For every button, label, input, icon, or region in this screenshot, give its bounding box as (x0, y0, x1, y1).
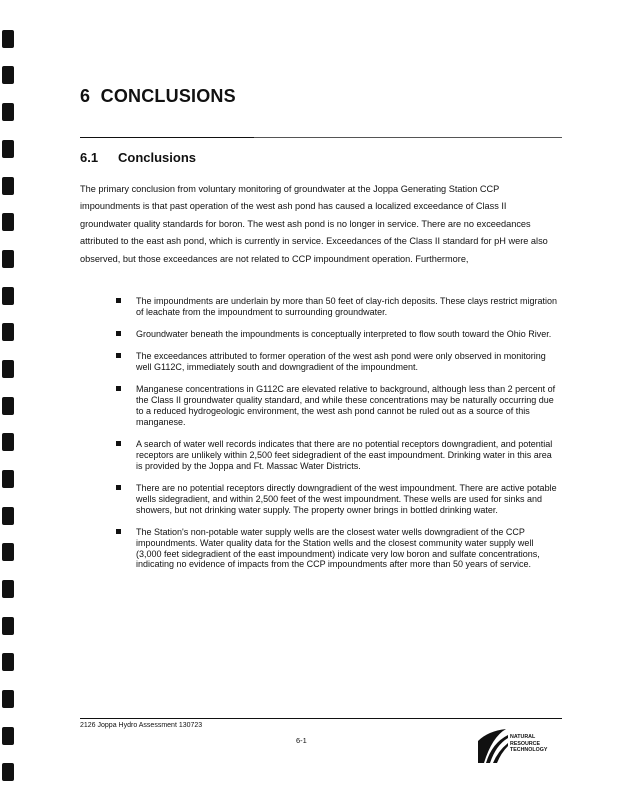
binder-hole (2, 617, 14, 635)
list-item (116, 329, 560, 340)
binder-hole (2, 177, 14, 195)
list-item (116, 296, 560, 318)
footer-rule (80, 718, 562, 719)
binder-hole (2, 580, 14, 598)
binder-hole (2, 397, 14, 415)
logo-line: NATURAL (510, 734, 536, 740)
binder-hole (2, 287, 14, 305)
binder-hole (2, 66, 14, 84)
binder-hole (2, 30, 14, 48)
footer-doc-id: 2126 Joppa Hydro Assessment 130723 (80, 722, 203, 729)
chapter-number: 6 (80, 86, 91, 106)
logo-line: RESOURCE (510, 740, 541, 747)
list-item-text: The exceedances attributed to former operation of the west ash pond were only observed in monitoring well G112C, immediately south and downgradient of the impoundment. (136, 351, 546, 373)
logo-line: TECHNOLOGY (510, 747, 548, 754)
binder-hole (2, 690, 14, 708)
chapter-title (80, 86, 236, 107)
binder-hole (2, 103, 14, 121)
binder-hole (2, 323, 14, 341)
company-logo (478, 725, 568, 765)
list-item-text: A search of water well records indicates that there are no potential receptors downgradient, and potential receptors are unlikely within 2,500 feet sidegradient of the east impoundment. Drinking water in this area is provided by the Joppa and Ft. Massac Water Districts. (136, 439, 553, 471)
bullet-square-icon (116, 386, 121, 391)
list-item-text: The Station's non-potable water supply wells are the closest water wells downgradient of the CCP impoundments. Water quality data for the Station wells and the closest community water supply well (3,000 feet sidegradient of the east impoundment) indicate very low boron and sulfate concentrations, indicating no evidence of impacts from the CCP impoundments after more than 50 years of service. (136, 526, 540, 570)
chapter-title-text: CONCLUSIONS (100, 86, 236, 106)
bullet-square-icon (116, 529, 121, 534)
binder-hole (2, 653, 14, 671)
list-item (116, 527, 560, 570)
binder-hole (2, 360, 14, 378)
list-item (116, 351, 560, 373)
bullet-square-icon (116, 353, 121, 358)
section-number: 6.1 (80, 150, 99, 165)
logo-swoosh-icon (478, 727, 508, 763)
section-title-text: Conclusions (118, 150, 197, 165)
conclusions-list (116, 296, 560, 582)
section-title (80, 150, 196, 165)
binder-hole (2, 470, 14, 488)
list-item-text: Groundwater beneath the impoundments is conceptually interpreted to flow south toward the Ohio River. (136, 329, 552, 340)
bullet-square-icon (116, 298, 121, 303)
list-item (116, 384, 560, 427)
binder-hole (2, 763, 14, 781)
binder-hole (2, 507, 14, 525)
chapter-rule-heavy (80, 137, 254, 138)
binder-hole (2, 433, 14, 451)
list-item (116, 483, 560, 515)
page-number: 6-1 (296, 736, 307, 745)
binder-hole (2, 140, 14, 158)
binder-hole (2, 213, 14, 231)
logo-text (510, 734, 547, 754)
bullet-square-icon (116, 441, 121, 446)
chapter-rule-light (254, 137, 562, 138)
list-item-text: Manganese concentrations in G112C are elevated relative to background, although less than 2 percent of the Class II groundwater quality standard, and while these concentrations may be naturally occurring due to a reduced hydrogeologic environment, the west ash pond cannot be ruled out as a source of this manganese. (136, 384, 556, 427)
list-item (116, 439, 560, 471)
intro-paragraph: The primary conclusion from voluntary monitoring of groundwater at the Joppa Generating Station CCP impoundments is that past operation of the west ash pond has caused a localized exceedance of Class II groundwater quality standards for boron. The west ash pond is no longer in service. There are no exceedances attributed to the east ash pond, which is currently in service. Exceedances of the Class II standard for pH were also observed, but those exceedances are not related to CCP impoundment operation. Furthermore, (80, 184, 548, 264)
bullet-square-icon (116, 331, 121, 336)
binder-hole (2, 543, 14, 561)
bullet-square-icon (116, 485, 121, 490)
binder-hole (2, 727, 14, 745)
list-item-text: There are no potential receptors directly downgradient of the west impoundment. There are active potable wells sidegradient, and within 2,500 feet of the west impoundment. These wells are used for sinks and showers, but not drinking water supply. The property owner brings in bottled drinking water. (136, 483, 557, 515)
list-item-text: The impoundments are underlain by more than 50 feet of clay-rich deposits. These clays restrict migration of leachate from the impoundment to surrounding groundwater. (136, 296, 558, 317)
binder-hole (2, 250, 14, 268)
